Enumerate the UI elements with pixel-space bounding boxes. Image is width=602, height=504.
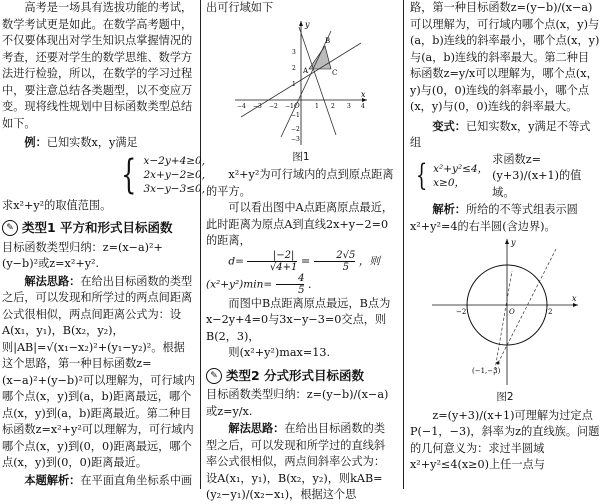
y-tick: −1 [291,111,300,119]
point-p-label: (−1,−3) [472,367,501,375]
section-number-badge: ✎ [2,220,18,236]
distance-formula [206,250,396,296]
secant-line [494,271,512,375]
section-number-badge: ✎ [206,368,222,384]
tick-neg2: −2 [456,308,467,316]
paragraph-point-a: 可以看出图中A点距离原点最近，此时距离为原点A到直线2x+y−2=0的距离， [206,201,394,247]
figure-2-semicircle [430,235,580,387]
variant-intro [410,118,600,152]
idea-text: 在给出目标函数的类型之后，可以发现和所学过的两点间距离公式很相似，两点间距离公式为：设A(x₁，y₁)，B(x₂，y₂)，则|AB|=√(x₁−x₂)²+(y₁−y₂)²。根据这个思路，第一种目标函数z=(x−a)²+(y−b)²可以理解为，可行域内哪个点(x，y)到(a，b)距离最远，哪个点(x，y)到(a，b)距离最近。第二种目标函数z=x²+y²可以理解为，可行域内哪个点(x，y)到(0，0)距离最远，哪个点(x，y)到(0，0)距离最近。 [2,274,195,469]
figure-2-caption: 图2 [496,391,514,403]
inequality-3: 3x−y−3≤0, [143,182,206,195]
y-label: y [305,19,310,29]
paragraph-square-meaning: x²+y²为可行域内的点到原点距离的平方。 [206,168,394,198]
numerator: 4 [276,273,305,285]
y-tick: −2 [291,125,300,133]
column-1 [2,0,206,489]
math-d: d= [228,255,244,267]
y-axis-arrow [299,21,303,26]
x-tick: 2 [331,102,335,110]
x-label: x [361,89,366,99]
idea-label: 解法思路： [24,273,81,288]
inequality-system [114,151,206,198]
variant-system-row [410,152,600,202]
example-text: 已知实数x，y满足 [46,136,138,149]
var-inequality-1: x²+y²≤4， [433,163,489,176]
numerator: |−2| [247,250,297,262]
point-b-label: B [325,36,331,45]
idea-label: 解法思路： [228,421,285,435]
denominator: 5 [342,261,349,273]
section-heading-type1 [2,220,196,237]
column-2 [206,0,396,504]
point-p [497,362,500,365]
inequality-1: x−2y+4≥0, [143,154,206,167]
example-label: 例： [24,135,47,149]
section-title: 类型2 分式形式目标函数 [226,367,365,383]
y-tick: 1 [292,80,296,88]
analysis-paragraph [410,201,600,235]
point-c-label: C [332,68,338,77]
fraction [247,250,297,273]
paragraph-point-b: 而图中B点距离原点最远，B点为x−2y+4=0与3x−y−3=0交点，则B(2，3)， [206,296,391,343]
figure-1-feasible-region [231,17,371,147]
x-tick: 4 [361,102,365,110]
column-3 [410,0,600,474]
analysis-label: 解析： [432,202,466,216]
section-heading-type2 [206,368,396,385]
x-tick: −1 [285,102,294,110]
max-result: 则(x²+y²)max=13. [228,346,331,359]
column-divider [200,0,201,489]
fraction [276,273,305,296]
x-tick: −3 [253,102,262,110]
period: ． [308,277,320,290]
slope-interpretation: 路，第一种目标函数z=(y−b)/(x−a)可以理解为，可行域内哪个点(x，y)与(a，b)连线的斜率最小，哪个点(x，y)与(a，b)连线的斜率最大。第二种目标函数z=y/x可以理解为，哪个点(x，y)与(0，0)连线的斜率最小，哪个点(x，y)与(0，0)连线的斜率最大。 [410,1,600,113]
denominator: 5 [298,284,305,296]
variant-text: 已知实数x，y满足不等式组 [410,119,591,149]
section-title: 类型1 平方和形式目标函数 [22,220,173,235]
variant-system [410,158,489,194]
origin-label: O [294,101,300,110]
brace: { [121,151,137,198]
origin-label: O [509,308,515,316]
y-axis-arrow [505,239,509,244]
numerator: 2√5 [314,250,356,262]
denominator: √4+1 [269,261,298,273]
inequality-2: 2x+y−2≥0, [143,168,206,181]
analysis-text: 所给的不等式组表示圆x²+y²=4的右半圆(含边界)。 [410,203,578,233]
y-tick: −3 [291,135,300,143]
min-expression: ，则(x²+y²)min= [206,255,380,290]
variant-label: 变式： [432,118,466,133]
x-label: x [572,294,577,303]
point-a-label: A [303,66,309,75]
idea-text: 在给出目标函数的类型之后，可以发现和所学过的直线斜率公式很相似，两点间斜率公式为：设A(x₁，y₁)，B(x₂，y₂)，则kAB=(y₂−y₁)/(x₂−x₁)，根据这个思 [206,422,386,501]
x-tick: 1 [315,102,319,110]
y-tick: 2 [292,64,296,72]
y-label: y [511,238,516,247]
geometric-meaning: z=(y+3)/(x+1)可理解为过定点P(−1，−3)，斜率为z的直线族。问题的几何意义为：求过半圆域x²+y²≤4(x≥0)上任一点与 [410,408,600,471]
example-intro [2,134,196,152]
line-3x-y-3 [299,27,336,135]
y-tick-labels [291,49,300,143]
y-tick: 3 [292,48,296,56]
solution-text: 在平面直角坐标系中画 [80,473,193,487]
intro-paragraph: 高考是一场具有选拔功能的考试，数学考试更是如此。在数学高考题中，不仅要体现出对学生知识点掌握情况的考查，还要对学生的数学思维、数学方法进行检验，所以，在数学的学习过程中，要注意总结各类题型，以不变应万变。现将线性规划中目标函数类型总结如下。 [2,1,193,130]
x-tick: 3 [347,102,351,110]
tick-2: 2 [548,308,553,316]
x-tick: −4 [237,102,246,110]
x-axis-arrow [573,303,578,307]
x-tick: −2 [269,102,278,110]
figure-1-caption: 图1 [292,150,310,163]
feasible-region-intro: 出可行域如下 [206,1,274,14]
solution-label: 本题解析： [24,472,81,487]
equals: = [300,254,311,267]
type2-formula: 目标函数类型归纳：z=(y−b)/(x−a)或z=y/x. [206,388,389,418]
solution-paragraph [2,472,196,490]
var-inequality-2: x≥0， [433,177,465,190]
brace: { [415,158,428,194]
idea-paragraph [2,273,196,472]
type1-formula: 目标函数类型归纳：z=(x−a)²+(y−b)²或z=x²+y². [2,240,163,270]
fraction [314,250,356,273]
idea-paragraph-2 [206,420,396,504]
example-question: 求x²+y²的取值范围。 [2,198,112,212]
column-divider [403,0,404,489]
variant-question: 求函数z=(y+3)/(x+1)的值域。 [492,152,582,199]
